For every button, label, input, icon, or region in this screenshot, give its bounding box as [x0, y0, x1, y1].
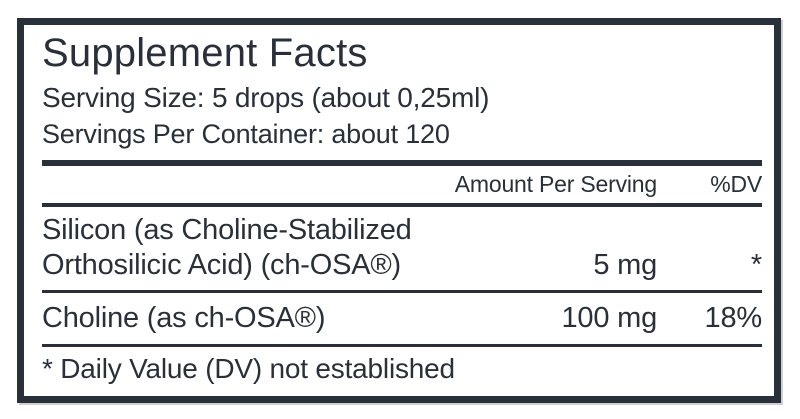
supplement-facts-panel [17, 18, 781, 403]
table-header-row [42, 166, 762, 204]
ingredient-amount-choline: 100 mg [561, 301, 657, 334]
ingredient-name-line: Silicon (as Choline-Stabilized [42, 214, 412, 247]
column-header-amount-per-serving: Amount Per Serving [454, 170, 657, 197]
ingredient-dv-silicon: * [750, 249, 762, 282]
ingredient-name-line: Orthosilicic Acid) (ch-OSA®) [42, 249, 401, 282]
ingredient-amount-silicon: 5 mg [593, 249, 657, 282]
serving-size-line: Serving Size: 5 drops (about 0,25ml) [42, 81, 490, 113]
panel-title: Supplement Facts [42, 31, 368, 75]
servings-per-container-line: Servings Per Container: about 120 [42, 118, 450, 149]
column-header-percent-dv: %DV [710, 170, 762, 197]
table-row-choline [42, 293, 762, 344]
table-row-silicon [42, 207, 762, 290]
ingredient-name-choline [42, 301, 487, 336]
dv-footnote: * Daily Value (DV) not established [42, 352, 455, 384]
ingredient-dv-choline: 18% [704, 301, 762, 334]
ingredient-name-silicon [42, 213, 487, 283]
ingredient-name-line: Choline (as ch-OSA®) [42, 301, 326, 334]
